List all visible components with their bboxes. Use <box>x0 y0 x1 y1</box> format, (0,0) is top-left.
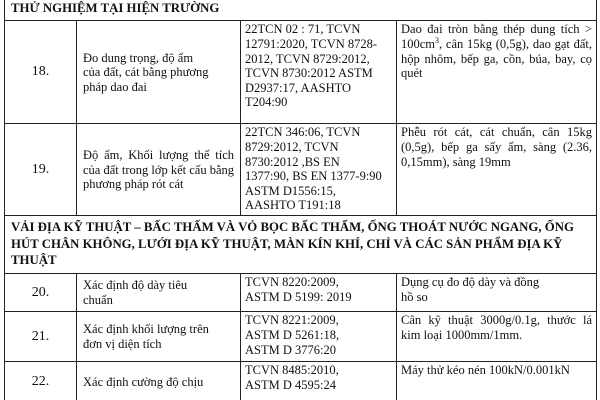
table-row <box>5 124 597 216</box>
equipment-text-cont: , cân 15kg (0,5g), dao gạt đất, hộp nhôm, bếp ga, cồn, búa, bay, cọ quét <box>401 37 593 81</box>
section-header-row <box>5 0 597 21</box>
section-title-geotextiles: VẢI ĐỊA KỸ THUẬT – BẤC THẤM VÀ VỎ BỌC BẤC THẤM, ỐNG THOÁT NƯỚC NGANG, ỐNG HÚT CHÂN KHÔNG, LƯỚI ĐỊA KỸ THUẬT, MÀN KÍN KHÍ, CHỈ VÀ CÁC SẢN PHẨM ĐỊA KỸ THUẬT <box>5 216 597 274</box>
row-number: 20. <box>5 274 77 312</box>
test-standards: 22TCN 346:06, TCVN 8729:2012, TCVN 8730:2012 ,BS EN 1377:90, BS EN 1377-9:90 ASTM D1556:15, AASHTO T191:18 <box>241 124 397 216</box>
table-row <box>5 274 597 312</box>
section-header-row <box>5 216 597 274</box>
test-methods-table <box>4 0 597 400</box>
test-equipment: Cân kỹ thuật 3000g/0.1g, thước lá kim loại 1000mm/1mm. <box>397 312 597 362</box>
test-name: Đo dung trọng, độ ẩm của đất, cát bằng phương pháp dao đai <box>77 21 241 124</box>
row-number: 19. <box>5 124 77 216</box>
equipment-text: Dao đai tròn bằng thép dung tích > 100cm <box>401 22 593 51</box>
test-equipment <box>397 21 597 124</box>
test-name: Xác định cường độ chịu <box>77 362 241 400</box>
row-number: 22. <box>5 362 77 400</box>
table-row <box>5 21 597 124</box>
row-number: 18. <box>5 21 77 124</box>
equipment-superscript: 3 <box>435 35 440 45</box>
test-equipment: Máy thử kéo nén 100kN/0.001kN <box>397 362 597 400</box>
test-standards: TCVN 8220:2009, ASTM D 5199: 2019 <box>241 274 397 312</box>
test-name: Xác định khối lượng trên đơn vị diện tích <box>77 312 241 362</box>
test-equipment: Dụng cụ đo độ dày và đồng hồ so <box>397 274 597 312</box>
test-name: Xác định độ dày tiêu chuẩn <box>77 274 241 312</box>
test-standards: TCVN 8485:2010, ASTM D 4595:24 <box>241 362 397 400</box>
row-number: 21. <box>5 312 77 362</box>
test-name: Độ ẩm, Khối lượng thể tích của đất trong lớp kết cấu bằng phương pháp rót cát <box>77 124 241 216</box>
test-equipment: Phễu rót cát, cát chuẩn, cân 15kg (0,5g), bếp ga sấy ẩm, sàng (2.36, 0,15mm), sàng 19mm <box>397 124 597 216</box>
test-standards: 22TCN 02 : 71, TCVN 12791:2020, TCVN 8728- 2012, TCVN 8729:2012, TCVN 8730:2012 ASTM D2937:17, AASHTO T204:90 <box>241 21 397 124</box>
table-row <box>5 312 597 362</box>
section-title-field-tests: THỬ NGHIỆM TẠI HIỆN TRƯỜNG <box>5 0 597 21</box>
test-standards: TCVN 8221:2009, ASTM D 5261:18, ASTM D 3776:20 <box>241 312 397 362</box>
table-row <box>5 362 597 400</box>
